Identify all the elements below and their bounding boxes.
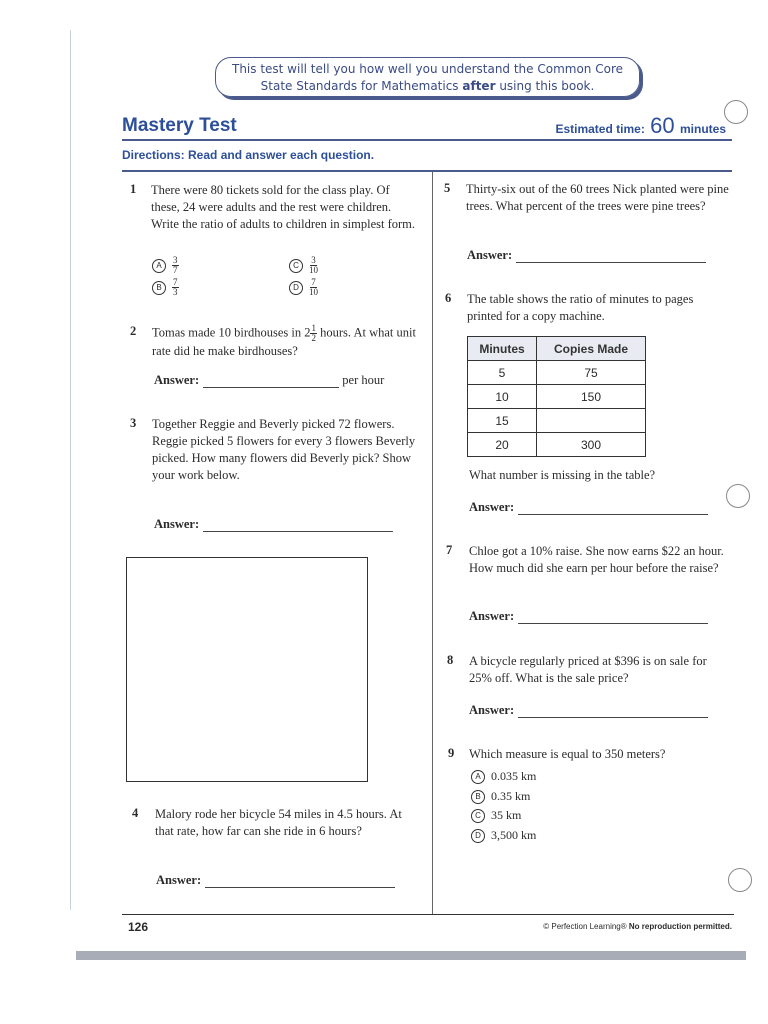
copyright-bold-text: No reproduction permitted.: [628, 922, 732, 931]
punch-hole-bottom: [728, 868, 752, 892]
show-work-box[interactable]: [126, 557, 368, 782]
fraction: [309, 278, 318, 297]
answer-label: Answer:: [467, 248, 513, 262]
footer-rule: [122, 914, 734, 915]
q2-text-end: hours. At what unit rate did he make birdhouses?: [152, 325, 416, 358]
question-4-number: 4: [132, 806, 139, 820]
choice-letter: D: [289, 281, 303, 295]
table-cell-missing[interactable]: [537, 409, 646, 433]
q9-choice-b[interactable]: [471, 789, 530, 804]
q1-choice-a[interactable]: [152, 256, 179, 275]
question-9-number: 9: [448, 746, 455, 760]
banner-bold-text: after: [462, 79, 496, 93]
denominator: 3: [173, 287, 178, 297]
question-7-answer: [469, 609, 708, 624]
question-4-text: Malory rode her bicycle 54 miles in 4.5 hours. At that rate, how far can she ride in 6 hours?: [155, 807, 402, 838]
q1-choice-b[interactable]: [152, 278, 179, 297]
column-divider: [432, 172, 433, 914]
answer-suffix: per hour: [342, 373, 385, 387]
title-rule: [122, 139, 732, 141]
denominator: 10: [309, 287, 318, 297]
question-8-number: 8: [447, 653, 454, 667]
table-cell: 150: [537, 385, 646, 409]
question-6-number: 6: [445, 291, 452, 305]
denominator: 10: [309, 265, 318, 275]
copyright-notice: [543, 922, 732, 931]
question-3-answer: [154, 517, 393, 532]
q1-choice-d[interactable]: [289, 278, 318, 297]
estimated-time: [555, 113, 726, 139]
question-6-text: The table shows the ratio of minutes to pages printed for a copy machine.: [467, 292, 694, 323]
question-7-text: Chloe got a 10% raise. She now earns $22 an hour. How much did she earn per hour before the raise?: [469, 544, 724, 575]
choice-text: 0.35 km: [491, 789, 531, 803]
q9-choice-d[interactable]: [471, 828, 536, 843]
table-row: [468, 361, 646, 385]
answer-label: Answer:: [154, 517, 200, 531]
table-row: [468, 409, 646, 433]
question-6-answer: [469, 500, 708, 515]
choice-letter: C: [471, 809, 485, 823]
table-header-row: [468, 337, 646, 361]
numerator: 3: [311, 255, 316, 265]
question-8-text: A bicycle regularly priced at $396 is on sale for 25% off. What is the sale price?: [469, 654, 707, 685]
banner-line-2: [216, 78, 639, 95]
answer-line[interactable]: [518, 514, 708, 515]
question-2-text: [152, 324, 420, 360]
denominator: 2: [311, 333, 316, 343]
page-number: 126: [128, 920, 149, 934]
question-3-number: 3: [130, 416, 137, 430]
q1-choice-c[interactable]: [289, 256, 318, 275]
intro-banner: [215, 57, 640, 97]
choice-text: 3,500 km: [491, 828, 537, 842]
choice-text: 35 km: [491, 808, 522, 822]
directions: Directions: Read and answer each question.: [122, 148, 375, 162]
punch-hole-middle: [726, 484, 750, 508]
answer-line[interactable]: [516, 262, 706, 263]
choice-letter: B: [471, 790, 485, 804]
banner-text: State Standards for Mathematics: [260, 79, 463, 93]
minutes-copies-table: [467, 336, 646, 457]
table-cell: 5: [468, 361, 537, 385]
estimated-time-value: 60: [650, 113, 675, 138]
choice-letter: A: [152, 259, 166, 273]
q9-choice-a[interactable]: [471, 769, 536, 784]
choice-letter: C: [289, 259, 303, 273]
table-cell: 15: [468, 409, 537, 433]
numerator: 7: [311, 277, 316, 287]
answer-line[interactable]: [203, 387, 339, 388]
table-cell: 300: [537, 433, 646, 457]
question-1-text: There were 80 tickets sold for the class play. Of these, 24 were adults and the rest were children. Write the ratio of adults to children in simplest form.: [151, 183, 416, 231]
question-5-number: 5: [444, 181, 451, 195]
answer-line[interactable]: [205, 887, 395, 888]
banner-line-1: This test will tell you how well you understand the Common Core: [231, 62, 623, 76]
choice-letter: B: [152, 281, 166, 295]
numerator: 3: [173, 255, 178, 265]
answer-label: Answer:: [469, 609, 515, 623]
answer-line[interactable]: [203, 531, 393, 532]
answer-line[interactable]: [518, 717, 708, 718]
directions-rule: [122, 170, 732, 172]
question-8-answer: [469, 703, 708, 718]
question-4-answer: [156, 873, 395, 888]
table-cell: 10: [468, 385, 537, 409]
binding-line: [70, 30, 71, 910]
table-header: Copies Made: [537, 337, 646, 361]
fraction: [172, 256, 179, 275]
q9-choice-c[interactable]: [471, 808, 521, 823]
numerator: 1: [311, 323, 316, 333]
punch-hole-top: [724, 100, 748, 124]
table-cell: 20: [468, 433, 537, 457]
answer-label: Answer:: [469, 703, 515, 717]
question-6-followup: What number is missing in the table?: [469, 468, 656, 482]
choice-letter: A: [471, 770, 485, 784]
answer-label: Answer:: [156, 873, 202, 887]
banner-text-end: using this book.: [495, 79, 595, 93]
question-2-answer: [154, 373, 384, 388]
question-9-text: Which measure is equal to 350 meters?: [469, 747, 666, 761]
question-2-number: 2: [130, 324, 137, 338]
table-cell: 75: [537, 361, 646, 385]
numerator: 7: [173, 277, 178, 287]
question-1-number: 1: [130, 182, 137, 196]
denominator: 7: [173, 265, 178, 275]
question-3-text: Together Reggie and Beverly picked 72 flowers. Reggie picked 5 flowers for every 3 flowers Beverly picked. How many flowers did Beverly pick? Show your work below.: [152, 417, 416, 482]
table-row: [468, 433, 646, 457]
table-header: Minutes: [468, 337, 537, 361]
answer-label: Answer:: [154, 373, 200, 387]
choice-letter: D: [471, 829, 485, 843]
table-row: [468, 385, 646, 409]
answer-label: Answer:: [469, 500, 515, 514]
question-7-number: 7: [446, 543, 453, 557]
fraction: [309, 256, 318, 275]
page-title: Mastery Test: [122, 115, 237, 136]
question-5-text: Thirty-six out of the 60 trees Nick planted were pine trees. What percent of the trees were pine trees?: [466, 182, 729, 213]
scan-edge-bar: [76, 951, 746, 960]
answer-line[interactable]: [518, 623, 708, 624]
fraction: [172, 278, 179, 297]
estimated-time-unit: minutes: [679, 122, 726, 136]
copyright-text: © Perfection Learning®: [543, 922, 627, 931]
q2-text-start: Tomas made 10 birdhouses in 2: [152, 325, 311, 340]
choice-text: 0.035 km: [491, 769, 537, 783]
estimated-time-label: Estimated time:: [555, 122, 645, 136]
question-5-answer: [467, 248, 706, 263]
